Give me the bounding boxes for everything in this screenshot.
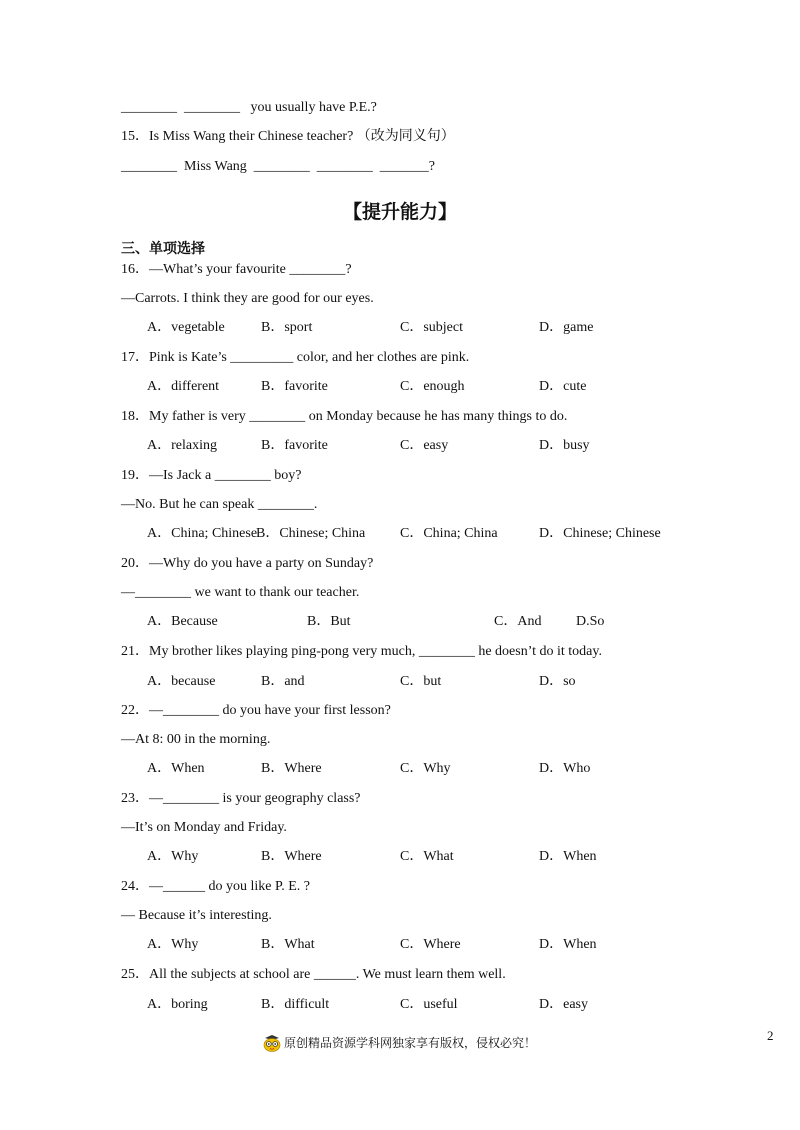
section-title: 三、单项选择 xyxy=(121,241,205,257)
q22-stem: 22．—________ do you have your first lesson? xyxy=(121,703,391,718)
q20-option-a[interactable]: A．Because xyxy=(147,614,218,629)
q20-stem: 20．—Why do you have a party on Sunday? xyxy=(121,556,374,571)
q18-option-b[interactable]: B．favorite xyxy=(261,438,328,453)
q20-option-b[interactable]: B．But xyxy=(307,614,351,629)
q23-option-c[interactable]: C．What xyxy=(400,849,454,864)
q25-option-a[interactable]: A．boring xyxy=(147,997,208,1012)
q19-option-a[interactable]: A．China; Chinese xyxy=(147,526,258,541)
q17-stem: 17．Pink is Kate’s _________ color, and her clothes are pink. xyxy=(121,350,470,365)
q24-answer: — Because it’s interesting. xyxy=(121,908,272,923)
q19-answer: —No. But he can speak ________. xyxy=(121,497,318,512)
q23-option-d[interactable]: D．When xyxy=(539,849,597,864)
q24-option-d[interactable]: D．When xyxy=(539,937,597,952)
q17-option-b[interactable]: B．favorite xyxy=(261,379,328,394)
q25-option-d[interactable]: D．easy xyxy=(539,997,588,1012)
q20-answer: —________ we want to thank our teacher. xyxy=(121,585,360,600)
q24-option-a[interactable]: A．Why xyxy=(147,937,199,952)
q21-option-a[interactable]: A．because xyxy=(147,674,216,689)
q18-option-d[interactable]: D．busy xyxy=(539,438,590,453)
q22-option-d[interactable]: D．Who xyxy=(539,761,591,776)
page-number: 2 xyxy=(767,1028,774,1043)
q19-stem: 19．—Is Jack a ________ boy? xyxy=(121,468,302,483)
q17-option-a[interactable]: A．different xyxy=(147,379,220,394)
q23-option-a[interactable]: A．Why xyxy=(147,849,199,864)
q20-option-c[interactable]: C．And xyxy=(494,614,542,629)
q21-option-c[interactable]: C．but xyxy=(400,674,442,689)
q19-option-b[interactable]: B．Chinese; China xyxy=(256,526,366,541)
footer-copyright-text: 原创精品资源学科网独家享有版权，侵权必究！ xyxy=(284,1036,537,1050)
q21-stem: 21．My brother likes playing ping-pong very much, ________ he doesn’t do it today. xyxy=(121,644,602,659)
q17-option-c[interactable]: C．enough xyxy=(400,379,465,394)
q24-stem: 24．—______ do you like P. E. ? xyxy=(121,879,310,894)
q24-option-c[interactable]: C．Where xyxy=(400,937,461,952)
q18-option-a[interactable]: A．relaxing xyxy=(147,438,217,453)
q16-option-d[interactable]: D．game xyxy=(539,320,594,335)
q16-stem: 16．—What’s your favourite ________? xyxy=(121,262,352,277)
q22-option-a[interactable]: A．When xyxy=(147,761,205,776)
q21-option-b[interactable]: B．and xyxy=(261,674,305,689)
q16-option-a[interactable]: A．vegetable xyxy=(147,320,225,335)
q16-option-c[interactable]: C．subject xyxy=(400,320,463,335)
q25-option-b[interactable]: B．difficult xyxy=(261,997,330,1012)
q16-option-b[interactable]: B．sport xyxy=(261,320,313,335)
page-footer xyxy=(262,1034,536,1052)
q19-option-c[interactable]: C．China; China xyxy=(400,526,498,541)
q16-answer: —Carrots. I think they are good for our eyes. xyxy=(121,291,374,306)
q23-stem: 23．—________ is your geography class? xyxy=(121,791,361,806)
q22-option-b[interactable]: B．Where xyxy=(261,761,322,776)
q15-stem: 15．Is Miss Wang their Chinese teacher? （改为同义句） xyxy=(121,129,455,144)
q22-answer: —At 8: 00 in the morning. xyxy=(121,732,271,747)
q23-answer: —It’s on Monday and Friday. xyxy=(121,820,287,835)
q17-option-d[interactable]: D．cute xyxy=(539,379,587,394)
owl-mascot-icon xyxy=(262,1034,282,1052)
q23-option-b[interactable]: B．Where xyxy=(261,849,322,864)
q21-option-d[interactable]: D．so xyxy=(539,674,576,689)
q25-option-c[interactable]: C．useful xyxy=(400,997,458,1012)
q24-option-b[interactable]: B．What xyxy=(261,937,315,952)
q25-stem: 25．All the subjects at school are ______. We must learn them well. xyxy=(121,967,506,982)
q20-option-d[interactable]: D.So xyxy=(576,614,605,629)
q18-stem: 18．My father is very ________ on Monday because he has many things to do. xyxy=(121,409,568,424)
q18-option-c[interactable]: C．easy xyxy=(400,438,449,453)
q19-option-d[interactable]: D．Chinese; Chinese xyxy=(539,526,661,541)
q14-answer-line: ________ ________ you usually have P.E.? xyxy=(121,100,377,115)
q15-answer-line: ________ Miss Wang ________ ________ _______? xyxy=(121,159,436,174)
q22-option-c[interactable]: C．Why xyxy=(400,761,451,776)
section-heading: 【提升能力】 xyxy=(342,201,457,223)
